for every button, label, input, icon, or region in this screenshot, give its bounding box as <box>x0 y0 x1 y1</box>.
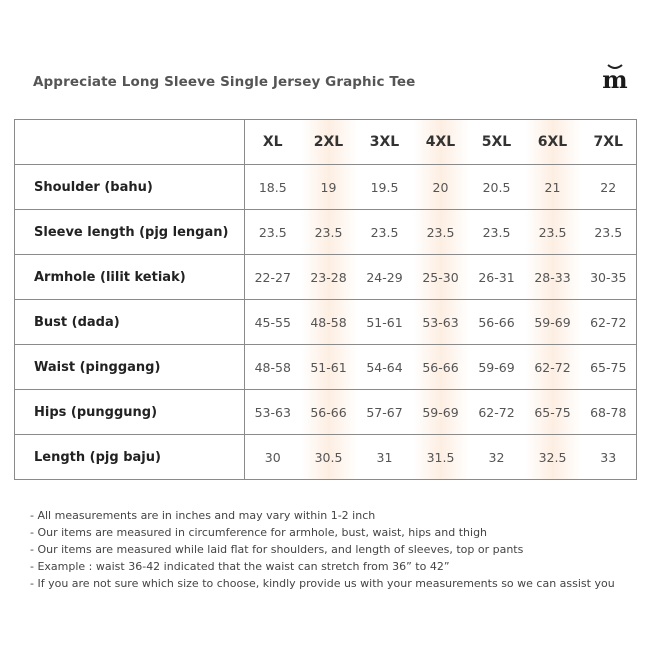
measurement-value: 56-66 <box>469 300 525 345</box>
size-header-4xl: 4XL <box>413 120 469 165</box>
measurement-label: Shoulder (bahu) <box>15 165 245 210</box>
header-blank-cell <box>15 120 245 165</box>
size-header-6xl: 6XL <box>525 120 581 165</box>
measurement-value: 19.5 <box>357 165 413 210</box>
measurement-value: 65-75 <box>581 345 637 390</box>
measurement-value: 20.5 <box>469 165 525 210</box>
measurement-value: 25-30 <box>413 255 469 300</box>
measurement-value: 68-78 <box>581 390 637 435</box>
measurement-value: 48-58 <box>245 345 301 390</box>
measurement-value: 32 <box>469 435 525 480</box>
measurement-value: 53-63 <box>413 300 469 345</box>
measurement-label: Length (pjg baju) <box>15 435 245 480</box>
size-header-7xl: 7XL <box>581 120 637 165</box>
measurement-value: 57-67 <box>357 390 413 435</box>
measurement-value: 26-31 <box>469 255 525 300</box>
measurement-value: 30 <box>245 435 301 480</box>
measurement-value: 23.5 <box>469 210 525 255</box>
measurement-value: 23-28 <box>301 255 357 300</box>
measurement-value: 62-72 <box>581 300 637 345</box>
measurement-value: 56-66 <box>413 345 469 390</box>
note-line: - Our items are measured in circumference for armhole, bust, waist, hips and thigh <box>30 526 488 539</box>
svg-text:m: m <box>602 65 628 94</box>
measurement-value: 51-61 <box>357 300 413 345</box>
measurement-value: 31 <box>357 435 413 480</box>
measurement-value: 30.5 <box>301 435 357 480</box>
measurement-label: Armhole (lilit ketiak) <box>15 255 245 300</box>
measurement-label: Sleeve length (pjg lengan) <box>15 210 245 255</box>
measurement-value: 53-63 <box>245 390 301 435</box>
measurement-value: 19 <box>301 165 357 210</box>
measurement-value: 22 <box>581 165 637 210</box>
note-line: - All measurements are in inches and may vary within 1-2 inch <box>30 509 376 522</box>
table-row <box>15 435 637 480</box>
size-chart-table <box>14 119 637 480</box>
measurement-value: 23.5 <box>357 210 413 255</box>
table-row <box>15 210 637 255</box>
note-line: - If you are not sure which size to choose, kindly provide us with your measurements so we can assist you <box>30 577 615 590</box>
measurement-value: 23.5 <box>525 210 581 255</box>
measurement-value: 62-72 <box>525 345 581 390</box>
measurement-value: 54-64 <box>357 345 413 390</box>
measurement-value: 18.5 <box>245 165 301 210</box>
size-header-5xl: 5XL <box>469 120 525 165</box>
note-line: - Our items are measured while laid flat for shoulders, and length of sleeves, top or pants <box>30 543 524 556</box>
measurement-value: 23.5 <box>245 210 301 255</box>
measurement-value: 20 <box>413 165 469 210</box>
table-row <box>15 345 637 390</box>
size-header-xl: XL <box>245 120 301 165</box>
measurement-value: 31.5 <box>413 435 469 480</box>
measurement-label: Hips (punggung) <box>15 390 245 435</box>
measurement-value: 21 <box>525 165 581 210</box>
measurement-value: 59-69 <box>469 345 525 390</box>
table-row <box>15 300 637 345</box>
measurement-value: 28-33 <box>525 255 581 300</box>
size-header-3xl: 3XL <box>357 120 413 165</box>
measurement-value: 51-61 <box>301 345 357 390</box>
table-row <box>15 165 637 210</box>
measurement-value: 24-29 <box>357 255 413 300</box>
size-header-row <box>15 120 637 165</box>
measurement-value: 23.5 <box>581 210 637 255</box>
size-header-2xl: 2XL <box>301 120 357 165</box>
brand-logo-icon <box>598 60 632 94</box>
measurement-label: Waist (pinggang) <box>15 345 245 390</box>
measurement-value: 23.5 <box>301 210 357 255</box>
measurement-notes <box>30 507 615 592</box>
measurement-value: 65-75 <box>525 390 581 435</box>
measurement-value: 22-27 <box>245 255 301 300</box>
measurement-value: 59-69 <box>413 390 469 435</box>
measurement-value: 23.5 <box>413 210 469 255</box>
measurement-value: 30-35 <box>581 255 637 300</box>
note-line: - Example : waist 36-42 indicated that the waist can stretch from 36” to 42” <box>30 560 450 573</box>
measurement-value: 33 <box>581 435 637 480</box>
table-row <box>15 255 637 300</box>
measurement-label: Bust (dada) <box>15 300 245 345</box>
measurement-value: 48-58 <box>301 300 357 345</box>
table-row <box>15 390 637 435</box>
measurement-value: 32.5 <box>525 435 581 480</box>
measurement-value: 59-69 <box>525 300 581 345</box>
measurement-value: 45-55 <box>245 300 301 345</box>
measurement-value: 62-72 <box>469 390 525 435</box>
page-title: Appreciate Long Sleeve Single Jersey Graphic Tee <box>33 74 416 90</box>
measurement-value: 56-66 <box>301 390 357 435</box>
